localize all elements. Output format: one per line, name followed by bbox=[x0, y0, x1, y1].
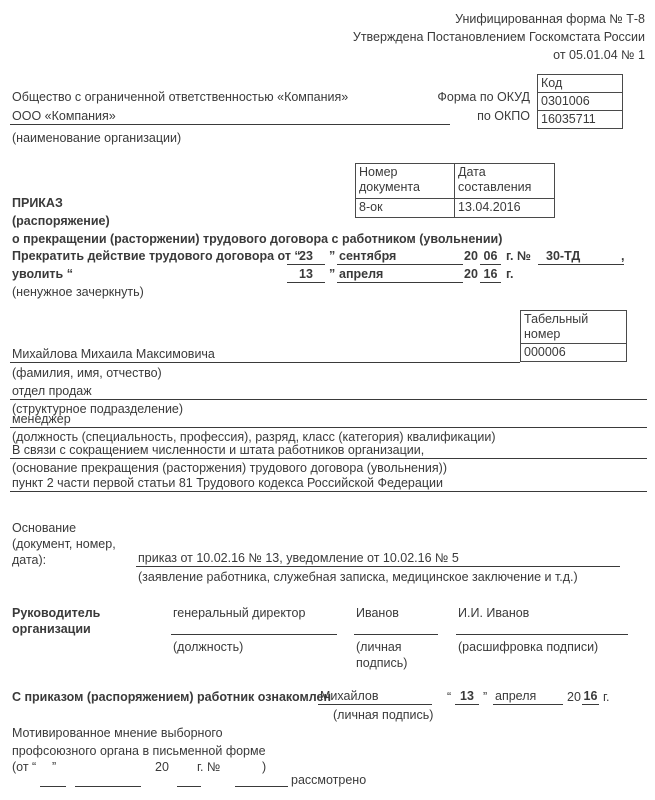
code-header-cell: Код bbox=[538, 75, 623, 93]
acknowledgment-signature-field: Михайлов bbox=[318, 689, 432, 705]
doc-date-value: 13.04.2016 bbox=[455, 199, 555, 218]
dismiss-year-suffix: г. bbox=[506, 267, 514, 281]
basis-caption: (заявление работника, служебная записка, медицинское заключение и т.д.) bbox=[138, 570, 578, 584]
acknowledgment-signature-caption: (личная подпись) bbox=[333, 708, 434, 722]
head-signature-line bbox=[354, 634, 438, 635]
acknowledgment-day-field: 13 bbox=[455, 689, 479, 705]
okud-code-cell: 0301006 bbox=[538, 93, 623, 111]
doc-number-table bbox=[355, 163, 555, 218]
okpo-code-cell: 16035711 bbox=[538, 111, 623, 129]
head-name-line bbox=[456, 634, 628, 635]
basis-label-line2: (документ, номер, bbox=[12, 537, 116, 551]
dismiss-month-field: апреля bbox=[337, 267, 463, 283]
terminate-quote-close: ” bbox=[329, 249, 336, 263]
union-opinion-line1: Мотивированное мнение выборного bbox=[12, 726, 223, 740]
form-header-line3: от 05.01.04 № 1 bbox=[553, 48, 645, 62]
terminate-century: 20 bbox=[464, 249, 478, 263]
head-label-line1: Руководитель bbox=[12, 606, 101, 620]
terminate-year-field: 06 bbox=[480, 249, 501, 265]
department-caption: (структурное подразделение) bbox=[12, 402, 184, 416]
acknowledgment-year-field: 16 bbox=[583, 689, 598, 703]
okpo-label: по ОКПО bbox=[477, 109, 530, 123]
union-result-label: рассмотрено bbox=[291, 773, 367, 787]
union-date-number-label: г. № bbox=[197, 760, 221, 774]
terminate-comma: , bbox=[621, 249, 625, 263]
union-blank-line-3 bbox=[177, 786, 201, 787]
order-title: ПРИКАЗ bbox=[12, 196, 63, 210]
strike-note: (ненужное зачеркнуть) bbox=[12, 285, 144, 299]
acknowledgment-year-suffix: г. bbox=[603, 690, 610, 704]
labor-code-article-field: пункт 2 части первой статьи 81 Трудового кодекса Российской Федерации bbox=[10, 476, 647, 492]
head-signature-caption-line2: подпись) bbox=[356, 656, 408, 670]
termination-reason-field: В связи с сокращением численности и штата работников организации, bbox=[10, 443, 647, 459]
position-caption: (должность (специальность, профессия), разряд, класс (категория) квалификации) bbox=[12, 430, 496, 444]
union-blank-line-4 bbox=[235, 786, 288, 787]
head-signature-caption-line1: (личная bbox=[356, 640, 402, 654]
employee-name-field: Михайлова Михаила Максимовича bbox=[10, 347, 520, 363]
acknowledgment-label: С приказом (распоряжением) работник ознакомлен bbox=[12, 690, 332, 704]
code-table bbox=[537, 74, 623, 129]
department-field: отдел продаж bbox=[10, 384, 647, 400]
head-name-value: И.И. Иванов bbox=[458, 606, 530, 620]
union-date-quote-close: ” bbox=[52, 760, 57, 774]
dismiss-day-field: 13 bbox=[287, 267, 325, 283]
union-blank-line-1 bbox=[40, 786, 66, 787]
doc-number-value: 8-ок bbox=[356, 199, 455, 218]
employee-name-caption: (фамилия, имя, отчество) bbox=[12, 366, 162, 380]
head-name-caption: (расшифровка подписи) bbox=[458, 640, 599, 654]
terminate-number-label: г. № bbox=[506, 249, 531, 263]
terminate-label: Прекратить действие трудового договора от “ bbox=[12, 249, 301, 263]
org-name-short-field: ООО «Компания» bbox=[10, 109, 450, 125]
personnel-number-value: 000006 bbox=[521, 344, 627, 362]
acknowledgment-quote-close: ” bbox=[483, 690, 488, 704]
dismiss-century: 20 bbox=[464, 267, 478, 281]
union-date-open: (от “ bbox=[12, 760, 37, 774]
union-blank-line-2 bbox=[75, 786, 141, 787]
okud-label: Форма по ОКУД bbox=[437, 90, 530, 104]
basis-label-line3: дата): bbox=[12, 553, 47, 567]
personnel-number-table bbox=[520, 310, 627, 362]
acknowledgment-month-field: апреля bbox=[493, 689, 563, 705]
order-subject: о прекращении (расторжении) трудового договора с работником (увольнении) bbox=[12, 232, 503, 246]
union-date-century: 20 bbox=[155, 760, 169, 774]
personnel-number-header: Табельный номер bbox=[521, 311, 627, 344]
position-field: менеджер bbox=[10, 412, 647, 428]
head-position-caption: (должность) bbox=[173, 640, 244, 654]
head-position-line bbox=[171, 634, 337, 635]
acknowledgment-century: 20 bbox=[567, 690, 581, 704]
acknowledgment-quote-open: “ bbox=[447, 690, 452, 704]
org-name-full: Общество с ограниченной ответственностью «Компания» bbox=[12, 90, 349, 104]
doc-number-header: Номер документа bbox=[356, 164, 455, 199]
union-opinion-line2: профсоюзного органа в письменной форме bbox=[12, 744, 266, 758]
basis-label-line1: Основание bbox=[12, 521, 77, 535]
head-signature-value: Иванов bbox=[356, 606, 399, 620]
doc-date-header: Дата составления bbox=[455, 164, 555, 199]
basis-documents-field: приказ от 10.02.16 № 13, уведомление от 10.02.16 № 5 bbox=[136, 551, 620, 567]
form-header-line1: Унифицированная форма № Т-8 bbox=[455, 12, 645, 26]
terminate-month-field: сентября bbox=[337, 249, 463, 265]
head-position-value: генеральный директор bbox=[173, 606, 306, 620]
org-name-caption: (наименование организации) bbox=[12, 131, 182, 145]
head-label-line2: организации bbox=[12, 622, 91, 636]
form-header-line2: Утверждена Постановлением Госкомстата России bbox=[352, 30, 645, 44]
order-subtitle: (распоряжение) bbox=[12, 214, 110, 228]
termination-reason-caption: (основание прекращения (расторжения) трудового договора (увольнения)) bbox=[12, 461, 447, 475]
dismiss-quote-close: ” bbox=[329, 267, 336, 281]
dismiss-label: уволить “ bbox=[12, 267, 73, 281]
dismiss-year-field: 16 bbox=[480, 267, 501, 283]
terminate-day-field: 23 bbox=[287, 249, 325, 265]
terminate-contract-number-field: 30-ТД bbox=[538, 249, 624, 265]
union-date-close: ) bbox=[262, 760, 267, 774]
